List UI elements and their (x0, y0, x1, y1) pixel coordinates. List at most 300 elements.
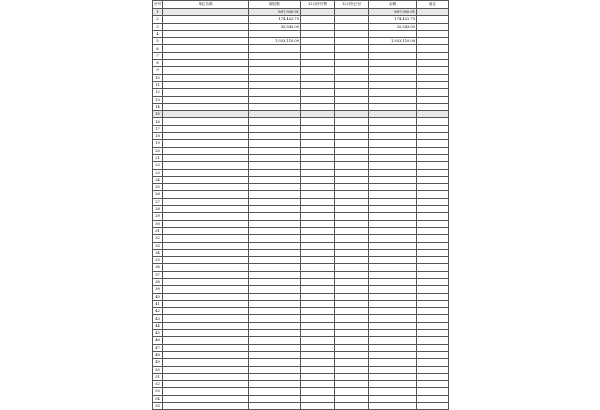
cell-balance: 35,543.00 (369, 23, 417, 30)
cell-remarks (417, 366, 449, 373)
cell-december-paid (335, 359, 369, 366)
cell-balance (369, 45, 417, 52)
table-row (153, 264, 449, 271)
cell-balance (369, 227, 417, 234)
cell-remarks (417, 220, 449, 227)
cell-opening-balance (249, 235, 301, 242)
table-row (153, 344, 449, 351)
cell-balance (369, 366, 417, 373)
cell-company-name (163, 162, 249, 169)
cell-index: 48 (153, 351, 163, 358)
cell-december-paid (335, 366, 369, 373)
cell-opening-balance (249, 366, 301, 373)
cell-remarks (417, 322, 449, 329)
cell-index: 3 (153, 23, 163, 30)
cell-december-paid (335, 213, 369, 220)
cell-remarks (417, 52, 449, 59)
cell-remarks (417, 74, 449, 81)
cell-index: 43 (153, 315, 163, 322)
cell-remarks (417, 111, 449, 118)
cell-december-paid (335, 96, 369, 103)
cell-balance (369, 351, 417, 358)
cell-december-invoiced (301, 67, 335, 74)
cell-company-name (163, 213, 249, 220)
cell-index: 14 (153, 103, 163, 110)
cell-opening-balance (249, 81, 301, 88)
cell-company-name (163, 337, 249, 344)
table-row (153, 147, 449, 154)
cell-company-name (163, 373, 249, 380)
cell-index: 49 (153, 359, 163, 366)
cell-balance (369, 184, 417, 191)
table-row (153, 257, 449, 264)
cell-opening-balance (249, 45, 301, 52)
cell-index: 29 (153, 213, 163, 220)
cell-opening-balance (249, 213, 301, 220)
cell-december-paid (335, 16, 369, 23)
cell-remarks (417, 206, 449, 213)
cell-remarks (417, 45, 449, 52)
cell-december-invoiced (301, 286, 335, 293)
cell-december-invoiced (301, 373, 335, 380)
cell-company-name (163, 89, 249, 96)
ledger-body (153, 9, 449, 410)
table-row (153, 16, 449, 23)
cell-december-invoiced (301, 103, 335, 110)
cell-balance (369, 308, 417, 315)
cell-opening-balance: 174,452.75 (249, 16, 301, 23)
cell-company-name (163, 227, 249, 234)
cell-company-name (163, 191, 249, 198)
cell-company-name (163, 395, 249, 402)
cell-december-paid (335, 300, 369, 307)
cell-index: 34 (153, 249, 163, 256)
cell-index: 19 (153, 140, 163, 147)
cell-company-name (163, 118, 249, 125)
cell-december-paid (335, 344, 369, 351)
cell-index: 52 (153, 381, 163, 388)
cell-december-invoiced (301, 359, 335, 366)
cell-company-name (163, 184, 249, 191)
cell-balance (369, 395, 417, 402)
cell-company-name (163, 38, 249, 45)
table-row (153, 103, 449, 110)
cell-remarks (417, 191, 449, 198)
cell-december-paid (335, 89, 369, 96)
cell-december-invoiced (301, 388, 335, 395)
cell-december-paid (335, 176, 369, 183)
cell-december-invoiced (301, 403, 335, 410)
cell-remarks (417, 133, 449, 140)
cell-index: 15 (153, 111, 163, 118)
cell-company-name (163, 176, 249, 183)
cell-balance (369, 191, 417, 198)
cell-company-name (163, 60, 249, 67)
cell-balance (369, 388, 417, 395)
cell-remarks (417, 118, 449, 125)
cell-opening-balance (249, 60, 301, 67)
cell-company-name (163, 271, 249, 278)
cell-remarks (417, 330, 449, 337)
cell-december-paid (335, 60, 369, 67)
cell-index: 2 (153, 16, 163, 23)
cell-balance: 174,452.75 (369, 16, 417, 23)
cell-opening-balance: 897,950.91 (249, 9, 301, 16)
table-row (153, 395, 449, 402)
header-index: 序号 (153, 1, 163, 9)
cell-opening-balance (249, 96, 301, 103)
cell-opening-balance (249, 293, 301, 300)
cell-company-name (163, 133, 249, 140)
cell-balance (369, 344, 417, 351)
cell-december-paid (335, 23, 369, 30)
cell-index: 8 (153, 60, 163, 67)
cell-december-invoiced (301, 308, 335, 315)
cell-balance (369, 176, 417, 183)
cell-balance (369, 96, 417, 103)
cell-december-invoiced (301, 176, 335, 183)
cell-december-invoiced (301, 206, 335, 213)
cell-index: 45 (153, 330, 163, 337)
cell-december-paid (335, 103, 369, 110)
cell-opening-balance (249, 176, 301, 183)
cell-december-paid (335, 264, 369, 271)
cell-index: 51 (153, 373, 163, 380)
table-row (153, 111, 449, 118)
cell-index: 7 (153, 52, 163, 59)
cell-december-paid (335, 52, 369, 59)
table-row (153, 89, 449, 96)
cell-opening-balance (249, 315, 301, 322)
cell-december-invoiced (301, 118, 335, 125)
cell-company-name (163, 206, 249, 213)
cell-balance (369, 403, 417, 410)
cell-remarks (417, 344, 449, 351)
cell-index: 24 (153, 176, 163, 183)
cell-december-paid (335, 154, 369, 161)
cell-december-paid (335, 271, 369, 278)
cell-remarks (417, 154, 449, 161)
cell-company-name (163, 23, 249, 30)
cell-december-paid (335, 235, 369, 242)
header-december-invoiced: 12月份开票 (301, 1, 335, 9)
table-row (153, 351, 449, 358)
cell-december-paid (335, 315, 369, 322)
cell-december-paid (335, 9, 369, 16)
cell-balance (369, 125, 417, 132)
cell-remarks (417, 23, 449, 30)
cell-opening-balance (249, 30, 301, 37)
cell-company-name (163, 52, 249, 59)
cell-opening-balance (249, 337, 301, 344)
cell-december-invoiced (301, 344, 335, 351)
cell-december-invoiced (301, 111, 335, 118)
cell-december-invoiced (301, 60, 335, 67)
cell-remarks (417, 271, 449, 278)
cell-december-paid (335, 169, 369, 176)
cell-december-paid (335, 403, 369, 410)
cell-december-invoiced (301, 293, 335, 300)
cell-december-invoiced (301, 30, 335, 37)
cell-company-name (163, 308, 249, 315)
cell-december-invoiced (301, 133, 335, 140)
cell-index: 13 (153, 96, 163, 103)
cell-balance (369, 111, 417, 118)
cell-remarks (417, 89, 449, 96)
cell-company-name (163, 147, 249, 154)
cell-opening-balance (249, 162, 301, 169)
cell-december-invoiced (301, 213, 335, 220)
cell-company-name (163, 198, 249, 205)
cell-december-paid (335, 133, 369, 140)
cell-remarks (417, 373, 449, 380)
table-row (153, 293, 449, 300)
cell-remarks (417, 103, 449, 110)
cell-balance (369, 300, 417, 307)
cell-balance (369, 373, 417, 380)
cell-remarks (417, 176, 449, 183)
cell-remarks (417, 96, 449, 103)
table-row (153, 30, 449, 37)
cell-balance (369, 147, 417, 154)
table-row (153, 213, 449, 220)
cell-opening-balance (249, 359, 301, 366)
cell-balance (369, 330, 417, 337)
cell-balance (369, 67, 417, 74)
cell-index: 39 (153, 286, 163, 293)
table-row (153, 381, 449, 388)
cell-balance (369, 337, 417, 344)
cell-balance (369, 315, 417, 322)
cell-remarks (417, 264, 449, 271)
cell-company-name (163, 16, 249, 23)
cell-december-invoiced (301, 23, 335, 30)
cell-december-invoiced (301, 242, 335, 249)
cell-remarks (417, 257, 449, 264)
cell-december-invoiced (301, 9, 335, 16)
cell-opening-balance (249, 351, 301, 358)
table-row (153, 198, 449, 205)
cell-index: 41 (153, 300, 163, 307)
cell-remarks (417, 235, 449, 242)
cell-remarks (417, 351, 449, 358)
table-row (153, 286, 449, 293)
cell-index: 37 (153, 271, 163, 278)
cell-index: 30 (153, 220, 163, 227)
cell-index: 11 (153, 81, 163, 88)
cell-company-name (163, 286, 249, 293)
cell-december-paid (335, 125, 369, 132)
table-row (153, 74, 449, 81)
cell-december-invoiced (301, 300, 335, 307)
cell-december-paid (335, 381, 369, 388)
cell-balance (369, 359, 417, 366)
cell-index: 54 (153, 395, 163, 402)
cell-balance (369, 278, 417, 285)
cell-opening-balance (249, 242, 301, 249)
cell-december-invoiced (301, 330, 335, 337)
cell-index: 5 (153, 38, 163, 45)
cell-remarks (417, 16, 449, 23)
table-row (153, 315, 449, 322)
cell-index: 28 (153, 206, 163, 213)
cell-december-paid (335, 293, 369, 300)
cell-december-paid (335, 198, 369, 205)
cell-balance (369, 30, 417, 37)
cell-company-name (163, 330, 249, 337)
cell-index: 21 (153, 154, 163, 161)
cell-company-name (163, 81, 249, 88)
cell-index: 32 (153, 235, 163, 242)
cell-company-name (163, 344, 249, 351)
cell-opening-balance (249, 322, 301, 329)
cell-index: 17 (153, 125, 163, 132)
cell-december-invoiced (301, 81, 335, 88)
cell-company-name (163, 154, 249, 161)
cell-index: 4 (153, 30, 163, 37)
table-row (153, 337, 449, 344)
cell-opening-balance: 1,933,110.00 (249, 38, 301, 45)
cell-balance (369, 52, 417, 59)
cell-opening-balance (249, 206, 301, 213)
cell-index: 22 (153, 162, 163, 169)
cell-december-invoiced (301, 315, 335, 322)
cell-december-invoiced (301, 52, 335, 59)
cell-december-invoiced (301, 220, 335, 227)
table-row (153, 67, 449, 74)
cell-balance (369, 140, 417, 147)
cell-december-invoiced (301, 89, 335, 96)
cell-december-invoiced (301, 125, 335, 132)
cell-remarks (417, 169, 449, 176)
cell-remarks (417, 9, 449, 16)
cell-december-paid (335, 220, 369, 227)
cell-index: 55 (153, 403, 163, 410)
cell-opening-balance (249, 286, 301, 293)
cell-company-name (163, 235, 249, 242)
cell-opening-balance (249, 52, 301, 59)
cell-december-paid (335, 388, 369, 395)
cell-balance (369, 220, 417, 227)
cell-index: 26 (153, 191, 163, 198)
cell-opening-balance (249, 373, 301, 380)
cell-balance (369, 235, 417, 242)
cell-balance (369, 162, 417, 169)
cell-balance (369, 154, 417, 161)
cell-balance (369, 213, 417, 220)
cell-balance (369, 271, 417, 278)
table-row (153, 9, 449, 16)
cell-remarks (417, 60, 449, 67)
cell-company-name (163, 169, 249, 176)
cell-balance (369, 257, 417, 264)
table-row (153, 388, 449, 395)
cell-remarks (417, 395, 449, 402)
cell-december-invoiced (301, 38, 335, 45)
table-row (153, 271, 449, 278)
table-row (153, 81, 449, 88)
cell-december-invoiced (301, 337, 335, 344)
cell-company-name (163, 293, 249, 300)
cell-company-name (163, 351, 249, 358)
cell-company-name (163, 381, 249, 388)
table-row (153, 154, 449, 161)
cell-december-invoiced (301, 147, 335, 154)
table-row (153, 300, 449, 307)
cell-opening-balance (249, 403, 301, 410)
cell-opening-balance (249, 125, 301, 132)
cell-company-name (163, 278, 249, 285)
cell-company-name (163, 257, 249, 264)
cell-company-name (163, 315, 249, 322)
cell-remarks (417, 359, 449, 366)
table-row (153, 235, 449, 242)
ledger-sheet (152, 0, 448, 409)
header-opening-balance: 期初数 (249, 1, 301, 9)
cell-remarks (417, 81, 449, 88)
cell-december-paid (335, 111, 369, 118)
cell-opening-balance (249, 278, 301, 285)
cell-company-name (163, 366, 249, 373)
table-row (153, 176, 449, 183)
cell-december-invoiced (301, 351, 335, 358)
cell-december-invoiced (301, 96, 335, 103)
cell-index: 42 (153, 308, 163, 315)
cell-remarks (417, 198, 449, 205)
cell-remarks (417, 184, 449, 191)
cell-company-name (163, 300, 249, 307)
cell-balance (369, 381, 417, 388)
cell-remarks (417, 227, 449, 234)
cell-balance: 897,950.91 (369, 9, 417, 16)
cell-opening-balance (249, 89, 301, 96)
cell-december-paid (335, 337, 369, 344)
cell-december-paid (335, 162, 369, 169)
table-row (153, 96, 449, 103)
cell-remarks (417, 147, 449, 154)
cell-index: 44 (153, 322, 163, 329)
cell-remarks (417, 403, 449, 410)
cell-opening-balance (249, 227, 301, 234)
cell-remarks (417, 38, 449, 45)
cell-opening-balance (249, 133, 301, 140)
table-row (153, 162, 449, 169)
cell-company-name (163, 388, 249, 395)
cell-index: 18 (153, 133, 163, 140)
cell-december-invoiced (301, 227, 335, 234)
cell-index: 47 (153, 344, 163, 351)
cell-index: 12 (153, 89, 163, 96)
cell-index: 36 (153, 264, 163, 271)
cell-remarks (417, 381, 449, 388)
cell-december-paid (335, 373, 369, 380)
cell-company-name (163, 103, 249, 110)
cell-index: 27 (153, 198, 163, 205)
cell-remarks (417, 67, 449, 74)
table-row (153, 23, 449, 30)
cell-opening-balance (249, 169, 301, 176)
cell-index: 33 (153, 242, 163, 249)
cell-december-invoiced (301, 16, 335, 23)
table-row (153, 125, 449, 132)
cell-december-paid (335, 206, 369, 213)
cell-index: 53 (153, 388, 163, 395)
table-row (153, 140, 449, 147)
cell-balance (369, 89, 417, 96)
cell-opening-balance: 35,543.00 (249, 23, 301, 30)
cell-balance (369, 286, 417, 293)
cell-company-name (163, 9, 249, 16)
